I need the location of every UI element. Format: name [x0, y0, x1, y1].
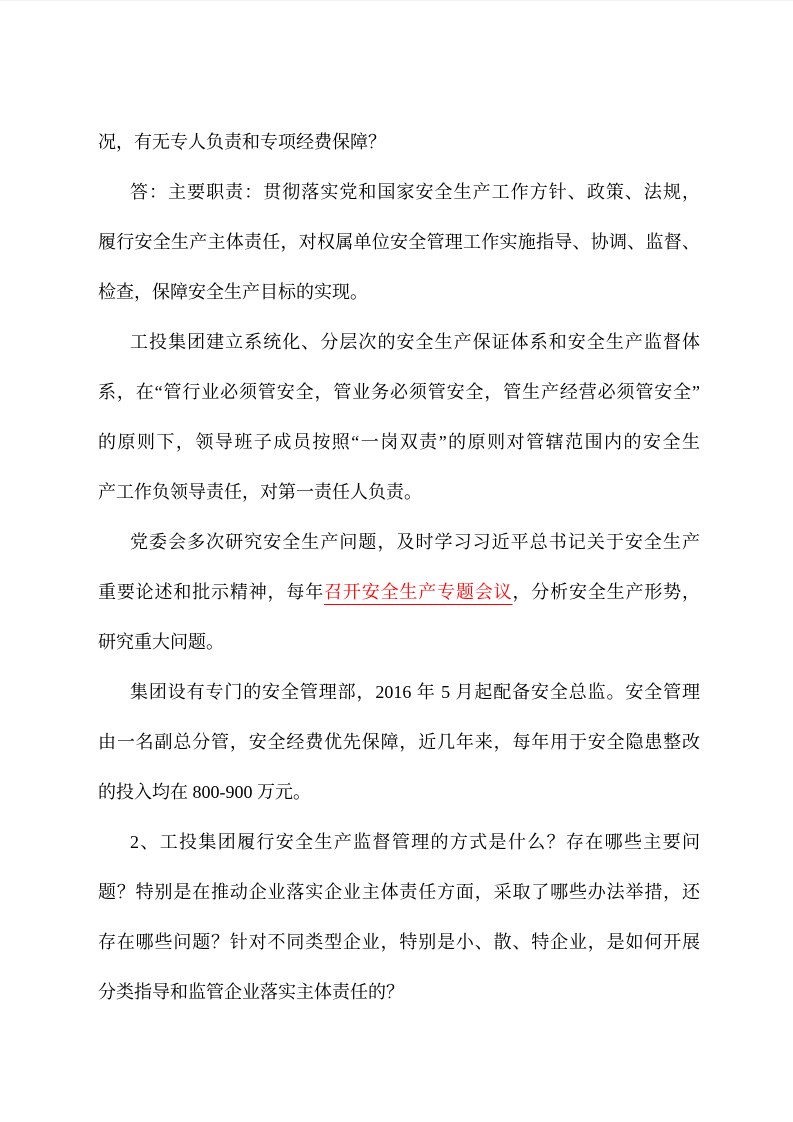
text-segment: 存在哪些问题？针对不同类型企业，特别是小、散、特企业，是如何开展 — [98, 932, 700, 952]
text-segment: 系，在“管行业必须管安全，管业务必须管安全，管生产经营必须管安全” — [98, 382, 700, 402]
text-segment: 答：主要职责：贯彻落实党和国家安全生产工作方针、政策、法规， — [130, 182, 700, 202]
text-segment: 的原则下，领导班子成员按照“一岗双责”的原则对管辖范围内的安全生 — [98, 432, 700, 452]
text-line — [98, 617, 700, 667]
text-segment: 的投入均在 800-900 万元。 — [98, 782, 311, 802]
text-line — [98, 867, 700, 917]
text-segment: 况，有无专人负责和专项经费保障？ — [98, 132, 386, 152]
text-line — [98, 667, 700, 717]
paragraph — [98, 167, 700, 317]
highlighted-revision-text: 召开安全生产专题会议 — [324, 582, 513, 602]
text-segment: 2、工投集团履行安全生产监督管理的方式是什么？存在哪些主要问 — [130, 832, 700, 852]
text-line — [98, 417, 700, 467]
paragraph — [98, 817, 700, 1017]
text-line — [98, 167, 700, 217]
text-segment: 履行安全生产主体责任，对权属单位安全管理工作实施指导、协调、监督、 — [98, 232, 700, 252]
text-segment: 工投集团建立系统化、分层次的安全生产保证体系和安全生产监督体 — [130, 332, 700, 352]
text-segment: 由一名副总分管，安全经费优先保障，近几年来，每年用于安全隐患整改 — [98, 732, 700, 752]
text-segment: 研究重大问题。 — [98, 632, 224, 652]
text-segment: 产工作负领导责任，对第一责任人负责。 — [98, 482, 422, 502]
text-line — [98, 467, 700, 517]
text-line — [98, 217, 700, 267]
text-line — [98, 817, 700, 867]
text-line — [98, 967, 700, 1017]
text-segment: ，分析安全生产形势， — [512, 582, 701, 602]
text-line — [98, 917, 700, 967]
text-segment: 党委会多次研究安全生产问题，及时学习习近平总书记关于安全生产 — [130, 532, 700, 552]
text-line — [98, 717, 700, 767]
paragraph — [98, 667, 700, 817]
text-segment: 重要论述和批示精神，每年 — [98, 582, 325, 602]
text-line — [98, 767, 700, 817]
text-line — [98, 367, 700, 417]
text-segment: 检查，保障安全生产目标的实现。 — [98, 282, 368, 302]
text-line — [98, 317, 700, 367]
paragraph — [98, 517, 700, 667]
text-segment: 分类指导和监管企业落实主体责任的？ — [98, 982, 404, 1002]
paragraph — [98, 317, 700, 517]
text-segment: 集团设有专门的安全管理部，2016 年 5 月起配备安全总监。安全管理 — [130, 682, 700, 702]
document-body — [98, 117, 700, 1017]
text-segment: 题？特别是在推动企业落实企业主体责任方面，采取了哪些办法举措，还 — [98, 882, 700, 902]
text-line — [98, 567, 700, 617]
text-line — [98, 267, 700, 317]
text-line — [98, 517, 700, 567]
paragraph — [98, 117, 700, 167]
text-line — [98, 117, 700, 167]
